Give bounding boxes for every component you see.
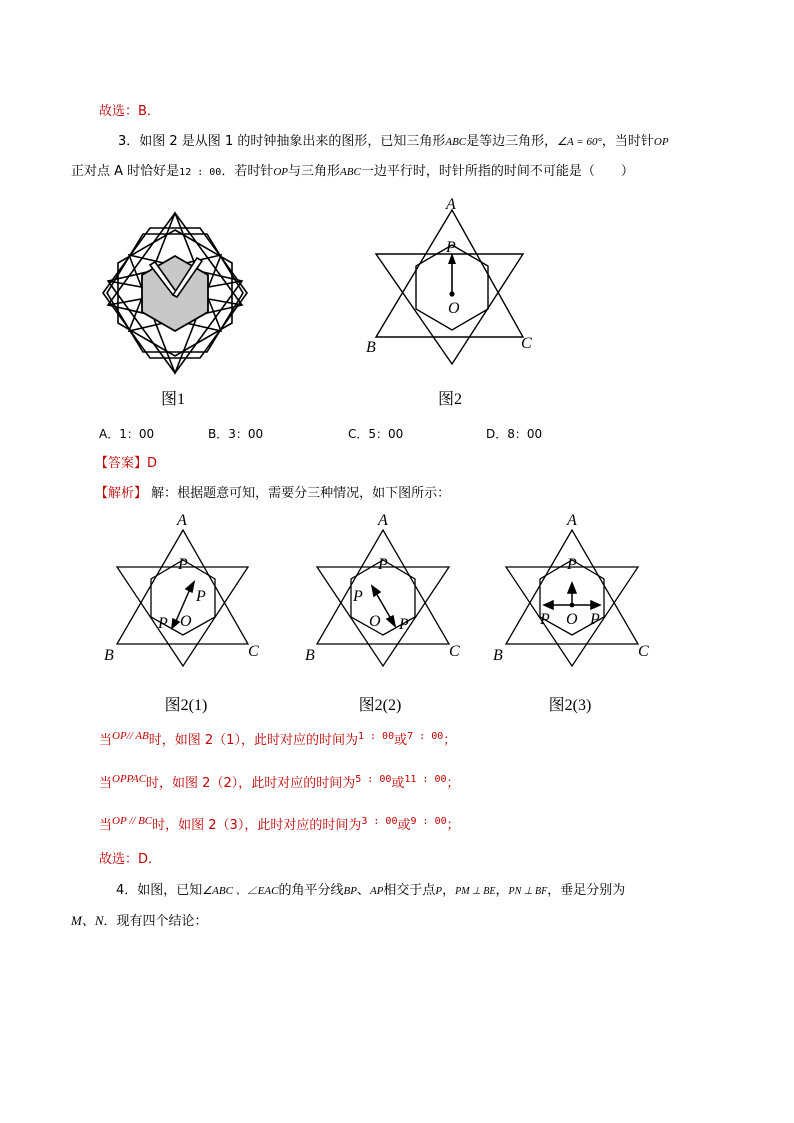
answer-value: D	[147, 456, 158, 471]
figure-2-2-caption: 图2(2)	[358, 697, 402, 714]
label-C: C	[521, 335, 532, 352]
figure-2-2	[303, 513, 463, 665]
label-C: C	[248, 643, 259, 660]
q3-text-4: 正对点 A 时恰好是	[71, 164, 180, 179]
figure-2-1	[104, 513, 264, 665]
q4-pn: PN ⊥ BF	[508, 886, 548, 897]
case-2: 当$^{OPPAC}$时，如图 2（2），此时对应的时间为$^{5 : 00}$或$^{11 : 00}$；	[99, 773, 460, 791]
case-1-relation: OP// AB	[112, 730, 149, 742]
q3-text-6: 与三角形	[288, 164, 341, 179]
q3-text-2: 是等边三角形，	[466, 134, 558, 149]
figure-2-3	[493, 513, 653, 665]
label-A: A	[567, 512, 577, 529]
case-2-relation: OPPAC	[112, 773, 147, 785]
q3-text-5: ．若时针	[221, 164, 274, 179]
label-C: C	[449, 643, 460, 660]
case-3-relation: OP // BC	[112, 815, 153, 827]
q3-triangle: ABC	[445, 136, 467, 148]
q3-triangle-2: ABC	[340, 166, 361, 178]
label-O: O	[369, 613, 381, 630]
label-B: B	[305, 647, 315, 664]
q3-text-7: 一边平行时，时针所指的时间不可能是（ ）	[360, 164, 634, 179]
label-B: B	[493, 647, 503, 664]
question-3-line-2	[71, 163, 634, 182]
q3-time: 12 : 00	[179, 167, 222, 178]
q3-text-1: 3．如图 2 是从图 1 的时钟抽象出来的图形，已知三角形	[118, 134, 446, 149]
center-dot	[449, 291, 454, 296]
label-P-top: P	[567, 556, 577, 573]
conclusion: 故选：D．	[99, 852, 162, 867]
label-A: A	[446, 196, 456, 213]
label-O: O	[566, 611, 578, 628]
q4-angles: ∠ABC 、∠EAC	[202, 885, 279, 897]
figure-1-clock	[98, 208, 252, 378]
label-P-left: P	[158, 615, 168, 632]
figure-2-caption: 图2	[437, 391, 462, 408]
label-B: B	[104, 647, 114, 664]
case-2-time-2: 11 : 00	[404, 774, 447, 785]
analysis-tag: 【解析】	[95, 486, 148, 501]
label-A: A	[177, 512, 187, 529]
previous-answer: 故选：B．	[99, 104, 160, 119]
case-1: 当$^{OP// AB}$时，如图 2（1），此时对应的时间为$^{1 : 00}$或$^{7 : 00}$；	[99, 730, 457, 748]
label-C: C	[638, 643, 649, 660]
q3-angle: ∠A = 60°	[557, 136, 602, 148]
label-A: A	[378, 512, 388, 529]
analysis-line	[95, 485, 450, 503]
figure-2-3-caption: 图2(3)	[548, 697, 592, 714]
label-O: O	[448, 300, 460, 317]
choice-b: B．3：00	[208, 427, 264, 441]
answer-tag: 【答案】	[95, 456, 148, 471]
label-B: B	[366, 339, 376, 356]
question-4-line-1: 4．如图，已知∠ABC 、∠EAC的角平分线BP、AP相交于点P，PM ⊥ BE，PN ⊥ BF，垂足分别为	[116, 883, 626, 898]
choice-d: D．8：00	[486, 427, 543, 441]
case-1-time-2: 7 : 00	[407, 731, 444, 742]
q4-pm: PM ⊥ BE	[455, 886, 496, 897]
case-3: 当$^{OP // BC}$时，如图 2（3），此时对应的时间为$^{3 : 00}$或$^{9 : 00}$；	[99, 815, 460, 833]
answer-line	[95, 455, 157, 473]
case-2-time-1: 5 : 00	[355, 774, 392, 785]
figure-1-caption: 图1	[160, 391, 185, 408]
label-P-left: P	[540, 611, 550, 628]
label-P-right: P	[196, 588, 206, 605]
question-3-line-1	[118, 133, 669, 151]
q3-op: OP	[653, 136, 669, 148]
choice-c: C．5：00	[348, 427, 404, 441]
q3-op-2: OP	[273, 166, 289, 178]
choice-a: A．1：00	[99, 427, 155, 441]
case-3-time-1: 3 : 00	[361, 816, 398, 827]
figure-2	[366, 196, 538, 356]
label-P-top: P	[178, 556, 188, 573]
label-P: P	[446, 239, 456, 256]
label-P-left: P	[353, 588, 363, 605]
case-1-time-1: 1 : 00	[357, 731, 395, 742]
label-P-top: P	[378, 556, 388, 573]
q3-text-3: ，当时针	[601, 134, 654, 149]
center-dot	[570, 603, 575, 608]
case-3-time-2: 9 : 00	[410, 816, 447, 827]
analysis-text: 解：根据题意可知，需要分三种情况，如下图所示：	[147, 486, 451, 501]
label-P-right: P	[590, 611, 600, 628]
question-4-line-2: M、N．现有四个结论：	[71, 913, 208, 929]
label-P-right: P	[399, 616, 409, 633]
label-O: O	[180, 613, 192, 630]
figure-2-1-caption: 图2(1)	[164, 697, 208, 714]
